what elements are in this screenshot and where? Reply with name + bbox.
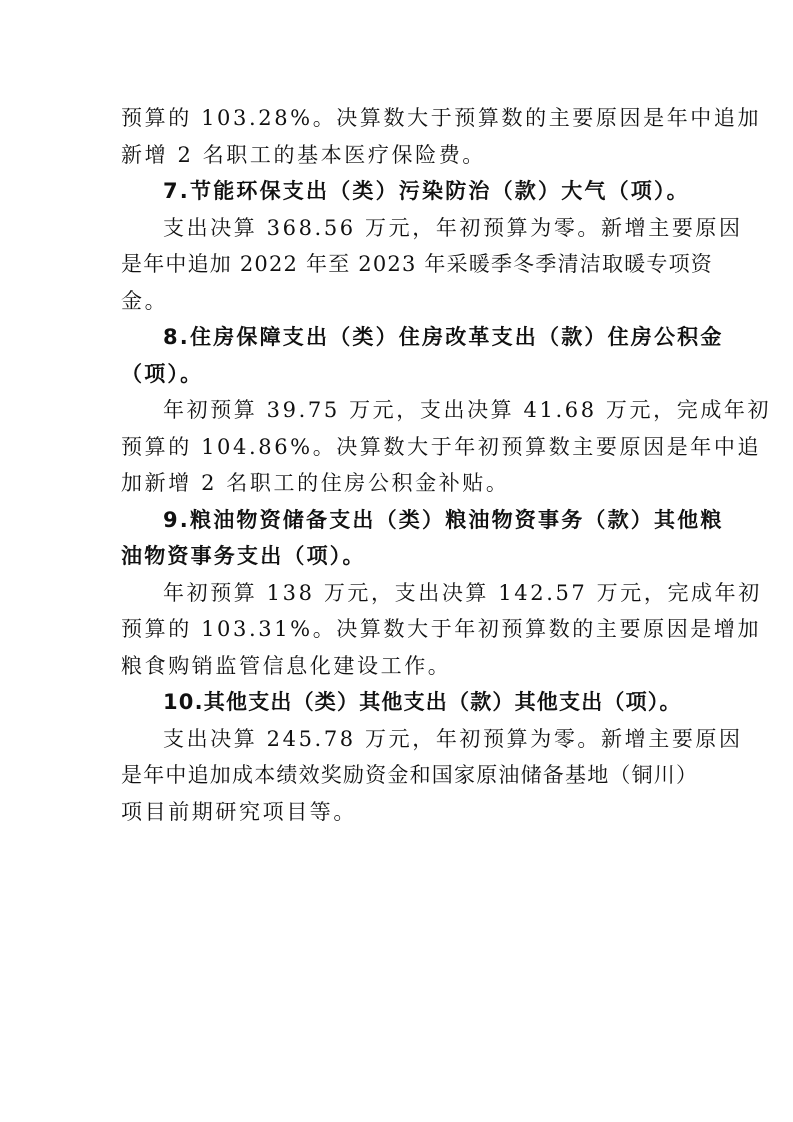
text-line: 是年中追加 2022 年至 2023 年采暖季冬季清洁取暖专项资: [121, 252, 713, 276]
text-line: 支出决算 368.56 万元，年初预算为零。新增主要原因: [163, 215, 743, 240]
section-heading-8: [121, 319, 724, 392]
text-line: 预算的 104.86%。决算数大于年初预算数主要原因是年中追: [121, 434, 762, 459]
text-line: 金。: [121, 288, 169, 313]
text-line: 年初预算 138 万元，支出决算 142.57 万元，完成年初: [163, 580, 762, 605]
heading-line: 8.住房保障支出（类）住房改革支出（款）住房公积金: [163, 325, 724, 349]
body-paragraph-air-pollution: [121, 210, 743, 320]
section-heading-10: [121, 684, 681, 721]
body-paragraph-grain-reserve: [121, 575, 762, 685]
document-body: [121, 100, 772, 830]
body-paragraph-housing-fund: [121, 392, 772, 502]
text-line: 预算的 103.31%。决算数大于年初预算数的主要原因是增加: [121, 617, 762, 641]
heading-line: 9.粮油物资储备支出（类）粮油物资事务（款）其他粮: [163, 507, 724, 532]
section-heading-9: [121, 502, 724, 575]
text-line: 新增 2 名职工的基本医疗保险费。: [121, 142, 486, 167]
text-line: 粮食购销监管信息化建设工作。: [121, 653, 452, 678]
heading-line: （项）。: [121, 361, 204, 386]
text-line: 支出决算 245.78 万元，年初预算为零。新增主要原因: [163, 726, 743, 751]
body-paragraph-medical-insurance: [121, 100, 762, 173]
text-line: 年初预算 39.75 万元，支出决算 41.68 万元，完成年初: [163, 398, 772, 422]
text-line: 项目前期研究项目等。: [121, 799, 357, 824]
text-line: 预算的 103.28%。决算数大于预算数的主要原因是年中追加: [121, 106, 762, 130]
body-paragraph-other-expenditure: [121, 721, 743, 831]
heading-line: 油物资事务支出（项）。: [121, 544, 366, 568]
text-line: 是年中追加成本绩效奖励资金和国家原油储备基地（铜川）: [121, 763, 699, 787]
section-heading-7: [121, 173, 690, 210]
heading-line: 7.节能环保支出（类）污染防治（款）大气（项）。: [163, 179, 690, 203]
text-line: 加新增 2 名职工的住房公积金补贴。: [121, 471, 510, 495]
heading-line: 10.其他支出（类）其他支出（款）其他支出（项）。: [163, 690, 682, 714]
